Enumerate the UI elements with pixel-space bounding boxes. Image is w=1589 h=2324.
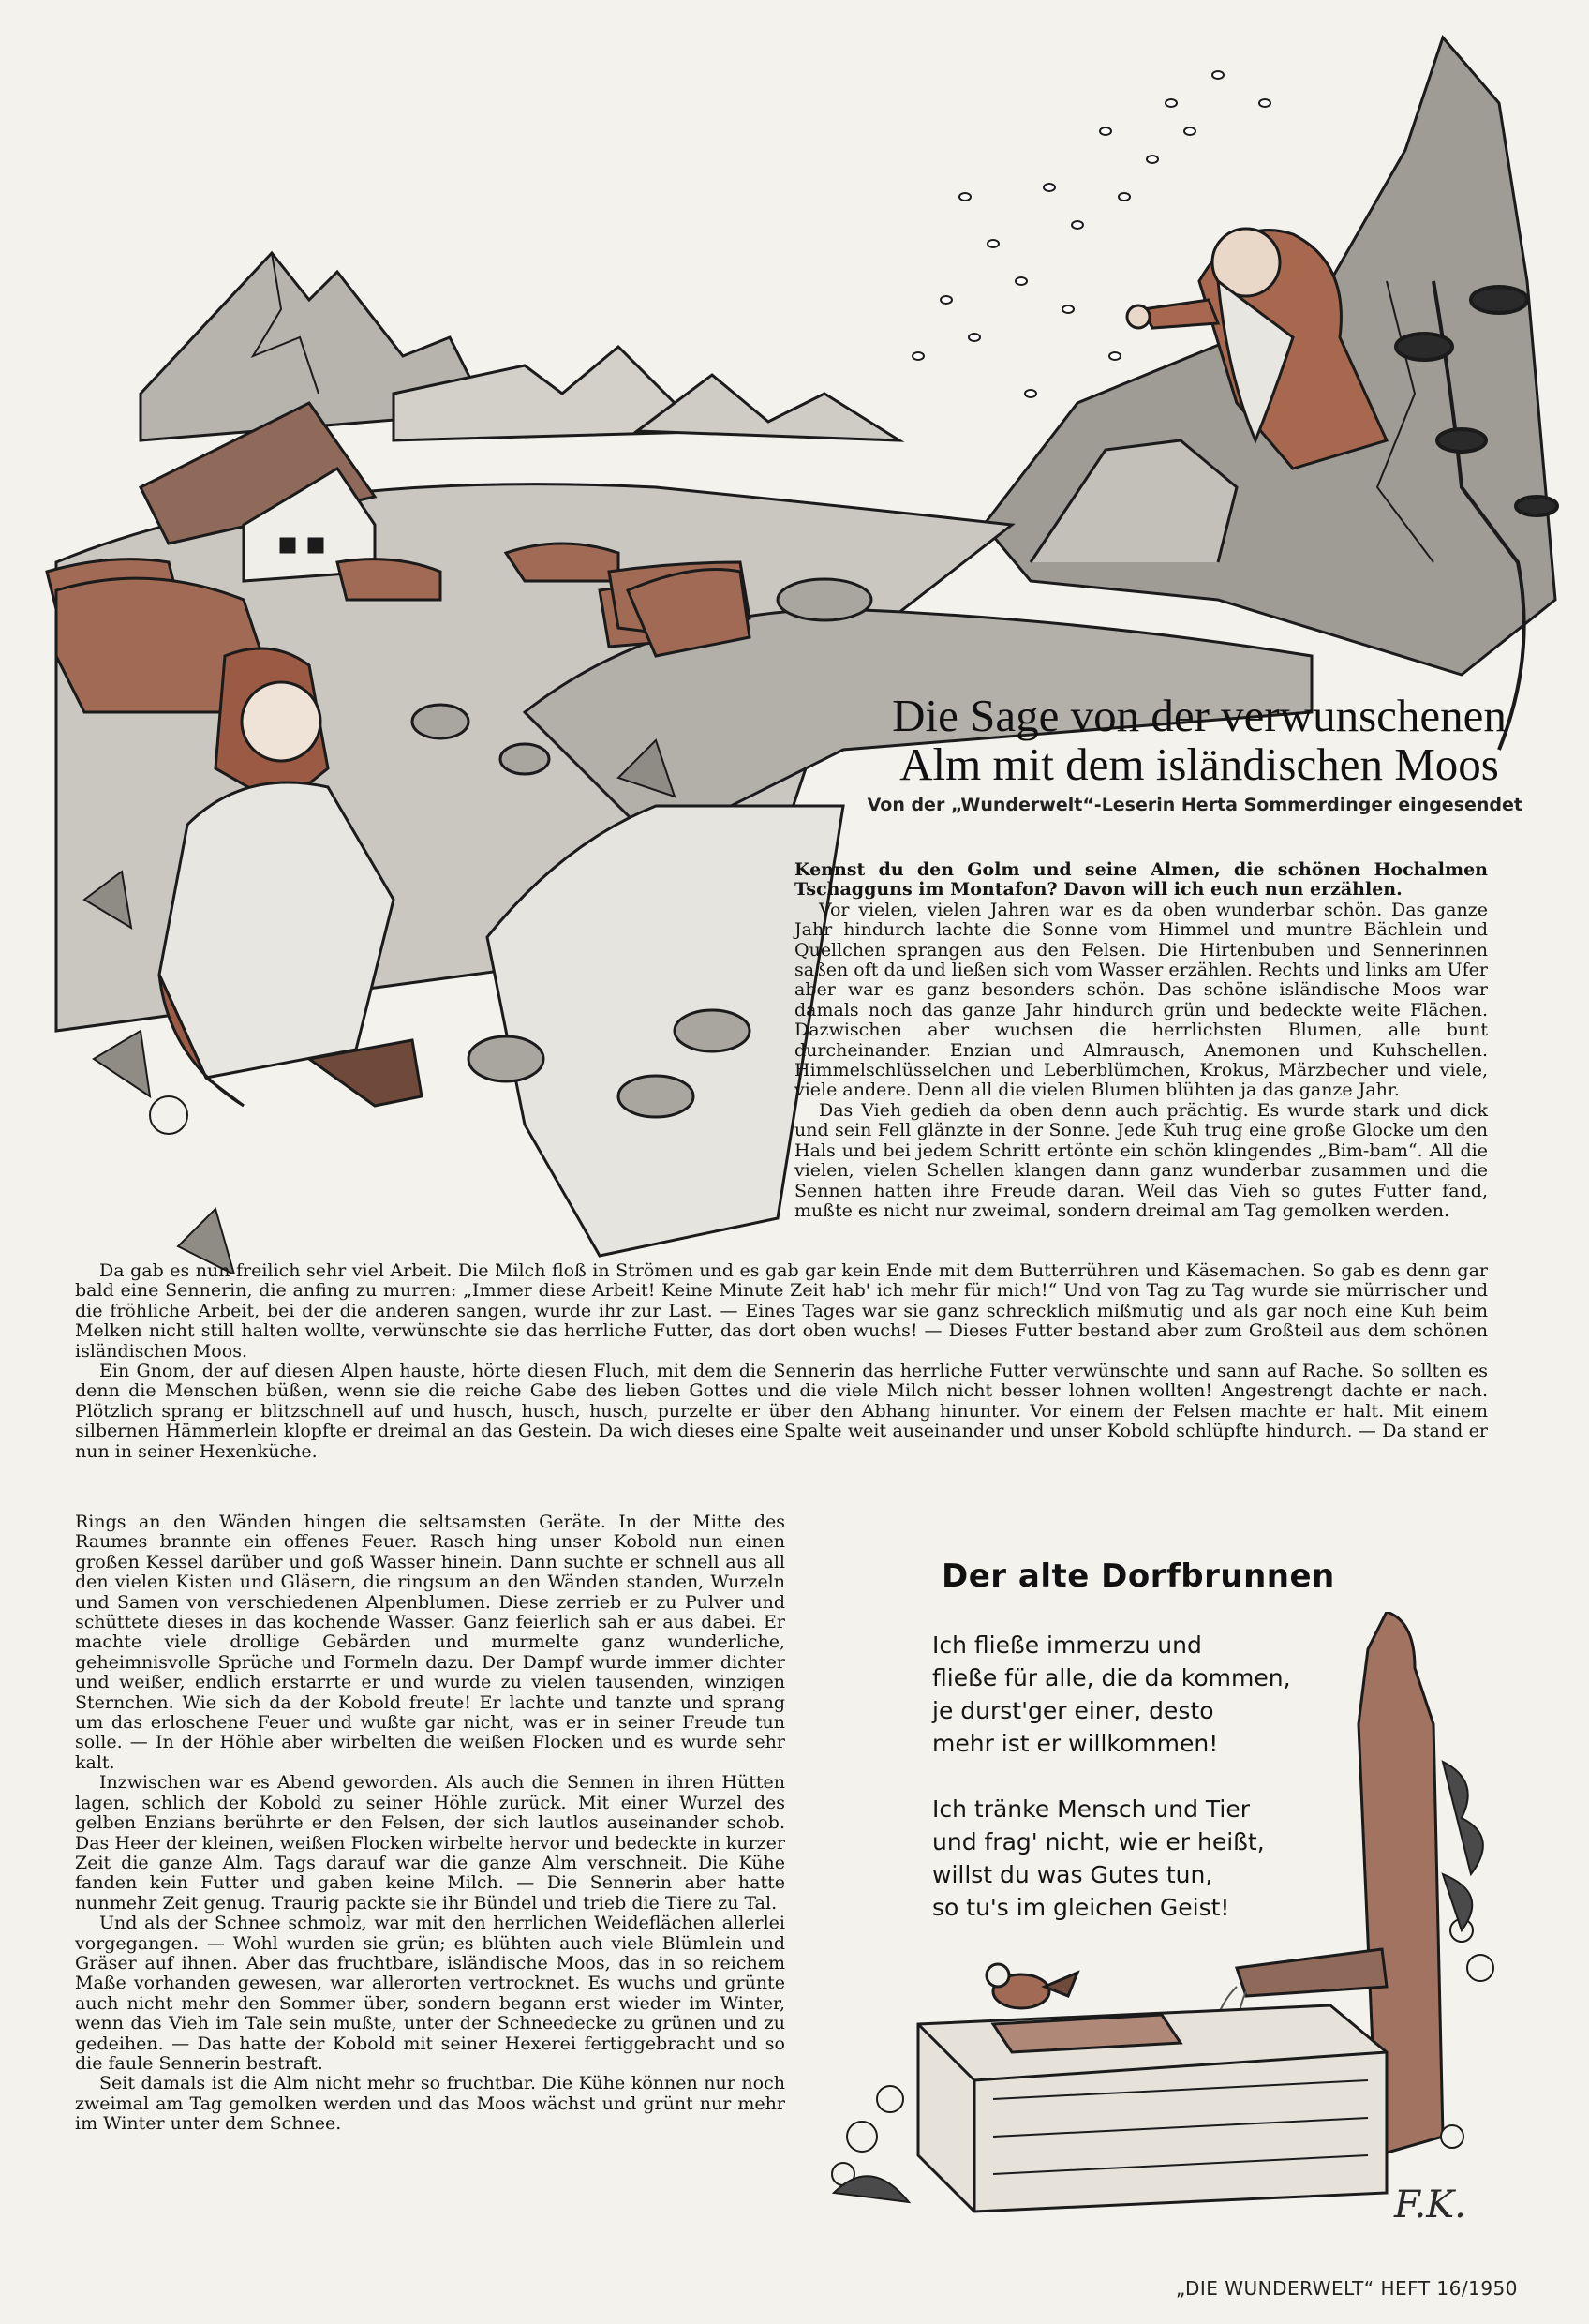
poem-line: fließe für alle, die da kommen, [932, 1664, 1291, 1691]
paragraph: Da gab es nun freilich sehr viel Arbeit. Die Milch floß in Strömen und es gab gar kein Ende mit dem Butterrühren und Käsemachen. So gab es denn gar bald eine Sennerin, die anfing zu murren: „Immer diese Arbeit! Keine Minute Zeit hab' ich mehr für mich!“ Und von Tag zu Tag wurde sie mürrischer und die fröhliche Arbeit, bei der die anderen sangen, wurde ihr zur Last. — Eines Tages war sie ganz schrecklich mißmutig und als gar noch eine Kuh beim Melken nicht still halten wollte, verwünschte sie das herrliche Futter, das dort oben wuchs! — Dieses Futter bestand aber zum Großteil aus dem schönen isländischen Moos. [75, 1260, 1488, 1362]
story-right-column [794, 860, 1488, 1221]
mountain-range [141, 253, 899, 440]
story-title-line-2: Alm mit dem isländischen Moos [899, 738, 1499, 790]
paragraph: Ein Gnom, der auf diesen Alpen hauste, hörte diesen Fluch, mit dem die Sennerin das herrliche Futter verwünschte und sann auf Rache. So sollten es denn die Menschen büßen, wenn sie die reiche Gabe des lieben Gottes und die viele Milch nicht besser lohnen wollten! Angestrengt dachte er nach. Plötzlich sprang er blitzschnell auf und husch, husch, husch, purzelte er über den Abhang hinunter. Vor einem der Felsen machte er halt. Mit einem silbernen Hämmerlein klopfte er dreimal an das Gestein. Da wich dieses eine Spalte weit auseinander und unser Kobold schlüpfte hindurch. — Da stand er nun in seiner Hexenküche. [75, 1361, 1488, 1462]
footer-issue: „DIE WUNDERWELT“ HEFT 16/1950 [1175, 2277, 1518, 2300]
poem-line: mehr ist er willkommen! [932, 1730, 1219, 1757]
artist-signature: F.K. [1394, 2183, 1466, 2227]
fountain-spout [1237, 1949, 1387, 1996]
paragraph: Und als der Schnee schmolz, war mit den herrlichen Weideflächen allerlei vorgegangen. — Wohl wurden sie grün; es blühten auch viele Blümlein und Gräser auf ihnen. Aber das fruchtbare, isländische Moos, das in so reichem Maße vorhanden gewesen, war allerorten vertrocknet. Es wuchs und grünte auch nicht mehr den Sommer über, sondern begann erst wieder im Winter, wenn das Vieh im Tale sein mußte, unter der Schneedecke zu grünen und zu gedeihen. — Das hatte der Kobold mit seiner Hexerei fertiggebracht und so die faule Sennerin bestraft. [75, 1913, 785, 2074]
paragraph: Seit damals ist die Alm nicht mehr so fruchtbar. Die Kühe können nur noch zweimal am Tag gemolken werden und das Moos wächst und grünt nur mehr im Winter unter dem Schnee. [75, 2073, 785, 2135]
poem-line: so tu's im gleichen Geist! [932, 1894, 1230, 1921]
poem-line: je durst'ger einer, desto [932, 1697, 1214, 1724]
paragraph: Kennst du den Golm und seine Almen, die schönen Hochalmen Tschagguns im Montafon? Davon will ich euch nun erzählen. [794, 859, 1488, 901]
poem-line: und frag' nicht, wie er heißt, [932, 1828, 1265, 1855]
bird [987, 1964, 1077, 2008]
poem-line: Ich fließe immerzu und [932, 1631, 1202, 1659]
story-left-column [75, 1512, 785, 2135]
paragraph: Das Vieh gedieh da oben denn auch prächtig. Es wurde stark und dick und sein Fell glänzte in der Sonne. Jede Kuh trug eine große Glocke um den Hals und bei jedem Schritt ertönte ein schön klingendes „Bim-bam“. All die vielen, vielen Schellen klangen dann ganz wunderbar zusammen und die Sennen hatten ihre Freude daran. Weil das Vieh so gutes Futter fand, mußte es nicht nur zweimal, sondern dreimal am Tag gemolken werden. [794, 1099, 1488, 1221]
poem-line: Ich tränke Mensch und Tier [932, 1795, 1251, 1823]
poem-line: willst du was Gutes tun, [932, 1861, 1213, 1888]
story-wide-section [75, 1261, 1488, 1462]
fountain-illustration [806, 1612, 1518, 2258]
paragraph: Rings an den Wänden hingen die seltsamsten Geräte. In der Mitte des Raumes brannte ein offenes Feuer. Rasch hing unser Kobold nun einen großen Kessel darüber und goß Wasser hinein. Dann suchte er schnell aus all den vielen Kisten und Gläsern, die ringsum an den Wänden standen, Wurzeln und Samen von verschiedenen Alpenblumen. Diese zerrieb er zu Pulver und schüttete dieses in das kochende Wasser. Ganz feierlich sah er aus dabei. Er machte viele drollige Gebärden und murmelte ganz wunderliche, geheimnisvolle Sprüche und Formeln dazu. Der Dampf wurde immer dichter und weißer, endlich erstarrte er und wurde zu vielen tausenden, winzigen Sternchen. Wie sich da der Kobold freute! Er lachte und tanzte und sprang um das erloschene Feuer und wußte gar nicht, was er in seiner Freude tun solle. — In der Höhle aber wirbelten die weißen Flocken und es wurde sehr kalt. [75, 1512, 785, 1773]
story-title-line-1: Die Sage von der verwunschenen [892, 690, 1507, 741]
paragraph: Vor vielen, vielen Jahren war es da oben wunderbar schön. Das ganze Jahr hindurch lachte die Sonne vom Himmel und muntre Bächlein und Quellchen sprangen aus den Felsen. Die Hirtenbuben und Sennerinnen saßen oft da und ließen sich vom Wasser erzählen. Rechts und links am Ufer aber war es ganz besonders schön. Das schöne isländische Moos war damals noch das ganze Jahr hindurch grün und bedeckte weite Flächen. Dazwischen aber wuchsen die herrlichsten Blumen, alle bunt durcheinander. Enzian und Almrausch, Anemonen und Kuhschellen. Himmelschlüsselchen und Leberblümchen, Krokus, Märzbecher und viele, viele andere. Denn all die vielen Blumen blühten ja das ganze Jahr. [794, 899, 1488, 1101]
poem-title: Der alte Dorfbrunnen [942, 1557, 1335, 1595]
paragraph: Inzwischen war es Abend geworden. Als auch die Sennen in ihren Hütten lagen, schlich der Kobold zu seiner Höhle zurück. Mit einer Wurzel des gelben Enzians berührte er den Felsen, der sich lautlos auseinander schob. Das Heer der kleinen, weißen Flocken wirbelte hervor und bedeckte in kurzer Zeit die ganze Alm. Tags darauf war die ganze Alm verschneit. Die Kühe fanden kein Futter und gaben keine Milch. — Die Sennerin aber hatte nunmehr Zeit genug. Traurig packte sie ihr Bündel und trieb die Tiere zu Tal. [75, 1772, 785, 1914]
story-title [876, 692, 1522, 789]
byline: Von der „Wunderwelt“-Leserin Herta Sommerdinger eingesendet [867, 795, 1522, 815]
